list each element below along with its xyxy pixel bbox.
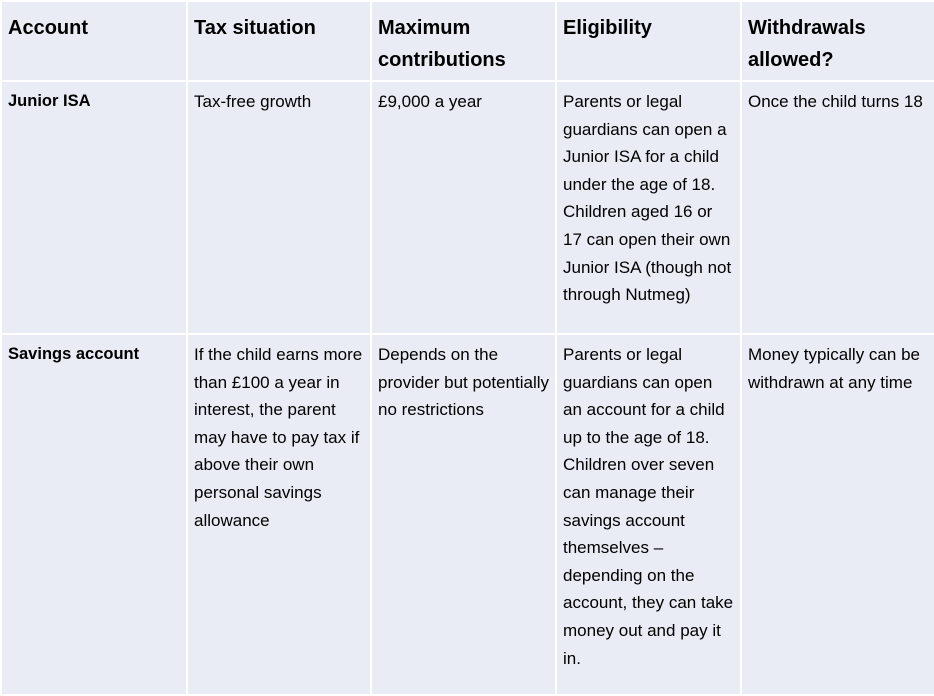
cell-withdrawals-allowed: Money typically can be withdrawn at any time [741, 334, 934, 695]
header-withdrawals-allowed: Withdrawals allowed? [741, 1, 934, 81]
cell-maximum-contributions: Depends on the provider but potentially no restrictions [371, 334, 556, 695]
cell-eligibility: Parents or legal guardians can open an account for a child up to the age of 18. Children over seven can manage their savings account themselves – depending on the account, they can take money out and pay it in. [556, 334, 741, 695]
cell-tax-situation: If the child earns more than £100 a year in interest, the parent may have to pay tax if above their own personal savings allowance [187, 334, 371, 695]
cell-tax-situation: Tax-free growth [187, 81, 371, 334]
header-row [1, 1, 934, 81]
table-row [1, 334, 934, 695]
cell-eligibility: Parents or legal guardians can open a Junior ISA for a child under the age of 18. Children aged 16 or 17 can open their own Junior ISA (though not through Nutmeg) [556, 81, 741, 334]
table-row [1, 81, 934, 334]
header-eligibility: Eligibility [556, 1, 741, 81]
cell-withdrawals-allowed: Once the child turns 18 [741, 81, 934, 334]
header-tax-situation: Tax situation [187, 1, 371, 81]
cell-account: Savings account [1, 334, 187, 695]
header-maximum-contributions: Maximum contributions [371, 1, 556, 81]
cell-account: Junior ISA [1, 81, 187, 334]
cell-maximum-contributions: £9,000 a year [371, 81, 556, 334]
header-account: Account [1, 1, 187, 81]
